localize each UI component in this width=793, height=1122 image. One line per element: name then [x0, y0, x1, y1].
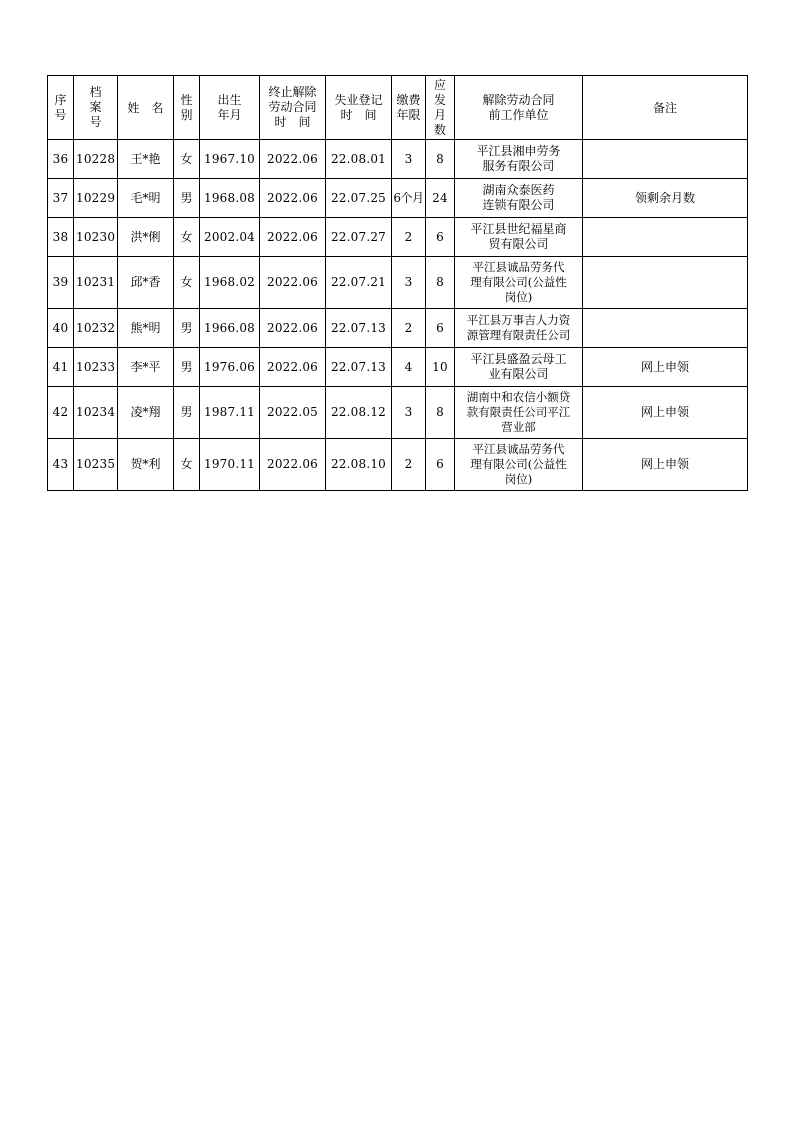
cell-seq: 41: [48, 348, 74, 387]
table-row: [48, 439, 748, 491]
cell-pay-years: 2: [392, 439, 426, 491]
cell-terminate-time: 2022.06: [260, 348, 326, 387]
cell-file-no: 10228: [74, 140, 118, 179]
cell-months-due: 10: [426, 348, 455, 387]
cell-name: 洪*俐: [118, 218, 174, 257]
cell-seq: 37: [48, 179, 74, 218]
cell-register-time: 22.08.01: [326, 140, 392, 179]
cell-pay-years: 3: [392, 387, 426, 439]
header-gender: 性别: [174, 76, 200, 140]
cell-gender: 女: [174, 218, 200, 257]
cell-pay-years: 2: [392, 309, 426, 348]
cell-seq: 38: [48, 218, 74, 257]
cell-employer: 平江县诚品劳务代理有限公司(公益性岗位): [455, 257, 583, 309]
header-pay-years: 缴费年限: [392, 76, 426, 140]
cell-gender: 男: [174, 309, 200, 348]
cell-gender: 男: [174, 179, 200, 218]
cell-register-time: 22.07.13: [326, 348, 392, 387]
cell-remark: [583, 257, 748, 309]
cell-pay-years: 6个月: [392, 179, 426, 218]
cell-birth: 1976.06: [200, 348, 260, 387]
cell-file-no: 10232: [74, 309, 118, 348]
cell-remark: 网上申领: [583, 387, 748, 439]
cell-birth: 1968.08: [200, 179, 260, 218]
cell-birth: 1987.11: [200, 387, 260, 439]
cell-seq: 39: [48, 257, 74, 309]
cell-register-time: 22.07.27: [326, 218, 392, 257]
cell-register-time: 22.07.21: [326, 257, 392, 309]
table-row: [48, 179, 748, 218]
cell-months-due: 24: [426, 179, 455, 218]
cell-terminate-time: 2022.06: [260, 140, 326, 179]
cell-months-due: 6: [426, 309, 455, 348]
header-row: [48, 76, 748, 140]
cell-name: 贺*利: [118, 439, 174, 491]
cell-terminate-time: 2022.05: [260, 387, 326, 439]
cell-pay-years: 4: [392, 348, 426, 387]
cell-months-due: 8: [426, 140, 455, 179]
cell-employer: 平江县盛盈云母工业有限公司: [455, 348, 583, 387]
cell-pay-years: 3: [392, 140, 426, 179]
cell-months-due: 8: [426, 257, 455, 309]
header-birth: 出生年月: [200, 76, 260, 140]
header-file-no: 档案号: [74, 76, 118, 140]
cell-remark: [583, 218, 748, 257]
header-seq: 序号: [48, 76, 74, 140]
cell-remark: [583, 309, 748, 348]
cell-birth: 1968.02: [200, 257, 260, 309]
table-row: [48, 140, 748, 179]
cell-file-no: 10233: [74, 348, 118, 387]
cell-months-due: 6: [426, 439, 455, 491]
roster-table: [47, 75, 748, 491]
cell-employer: 湖南中和农信小额贷款有限责任公司平江营业部: [455, 387, 583, 439]
cell-months-due: 6: [426, 218, 455, 257]
cell-employer: 平江县诚品劳务代理有限公司(公益性岗位): [455, 439, 583, 491]
cell-seq: 40: [48, 309, 74, 348]
cell-register-time: 22.07.25: [326, 179, 392, 218]
cell-file-no: 10231: [74, 257, 118, 309]
cell-gender: 女: [174, 439, 200, 491]
cell-employer: 平江县湘申劳务服务有限公司: [455, 140, 583, 179]
cell-terminate-time: 2022.06: [260, 257, 326, 309]
cell-terminate-time: 2022.06: [260, 218, 326, 257]
header-employer: 解除劳动合同前工作单位: [455, 76, 583, 140]
cell-employer: 平江县世纪福星商贸有限公司: [455, 218, 583, 257]
cell-gender: 女: [174, 140, 200, 179]
cell-employer: 平江县万事吉人力资源管理有限责任公司: [455, 309, 583, 348]
cell-name: 邱*香: [118, 257, 174, 309]
table-row: [48, 309, 748, 348]
cell-file-no: 10229: [74, 179, 118, 218]
cell-pay-years: 2: [392, 218, 426, 257]
cell-terminate-time: 2022.06: [260, 439, 326, 491]
cell-employer: 湖南众泰医药连锁有限公司: [455, 179, 583, 218]
header-remark: 备注: [583, 76, 748, 140]
table-row: [48, 387, 748, 439]
cell-name: 熊*明: [118, 309, 174, 348]
cell-name: 毛*明: [118, 179, 174, 218]
table-row: [48, 348, 748, 387]
cell-register-time: 22.08.10: [326, 439, 392, 491]
cell-seq: 36: [48, 140, 74, 179]
cell-gender: 男: [174, 387, 200, 439]
cell-file-no: 10230: [74, 218, 118, 257]
cell-remark: 领剩余月数: [583, 179, 748, 218]
cell-file-no: 10234: [74, 387, 118, 439]
cell-gender: 男: [174, 348, 200, 387]
header-name: 姓 名: [118, 76, 174, 140]
cell-register-time: 22.08.12: [326, 387, 392, 439]
cell-birth: 1967.10: [200, 140, 260, 179]
header-terminate-time: 终止解除劳动合同时 间: [260, 76, 326, 140]
cell-pay-years: 3: [392, 257, 426, 309]
header-register-time: 失业登记时 间: [326, 76, 392, 140]
cell-name: 李*平: [118, 348, 174, 387]
cell-name: 王*艳: [118, 140, 174, 179]
cell-file-no: 10235: [74, 439, 118, 491]
table-row: [48, 257, 748, 309]
cell-remark: 网上申领: [583, 348, 748, 387]
cell-name: 凌*翔: [118, 387, 174, 439]
table-row: [48, 218, 748, 257]
header-months-due: 应发月数: [426, 76, 455, 140]
cell-register-time: 22.07.13: [326, 309, 392, 348]
cell-birth: 2002.04: [200, 218, 260, 257]
unemployment-roster-sheet: [47, 75, 747, 491]
cell-terminate-time: 2022.06: [260, 179, 326, 218]
cell-months-due: 8: [426, 387, 455, 439]
cell-remark: [583, 140, 748, 179]
cell-remark: 网上申领: [583, 439, 748, 491]
cell-seq: 42: [48, 387, 74, 439]
cell-birth: 1966.08: [200, 309, 260, 348]
cell-terminate-time: 2022.06: [260, 309, 326, 348]
cell-birth: 1970.11: [200, 439, 260, 491]
cell-gender: 女: [174, 257, 200, 309]
cell-seq: 43: [48, 439, 74, 491]
